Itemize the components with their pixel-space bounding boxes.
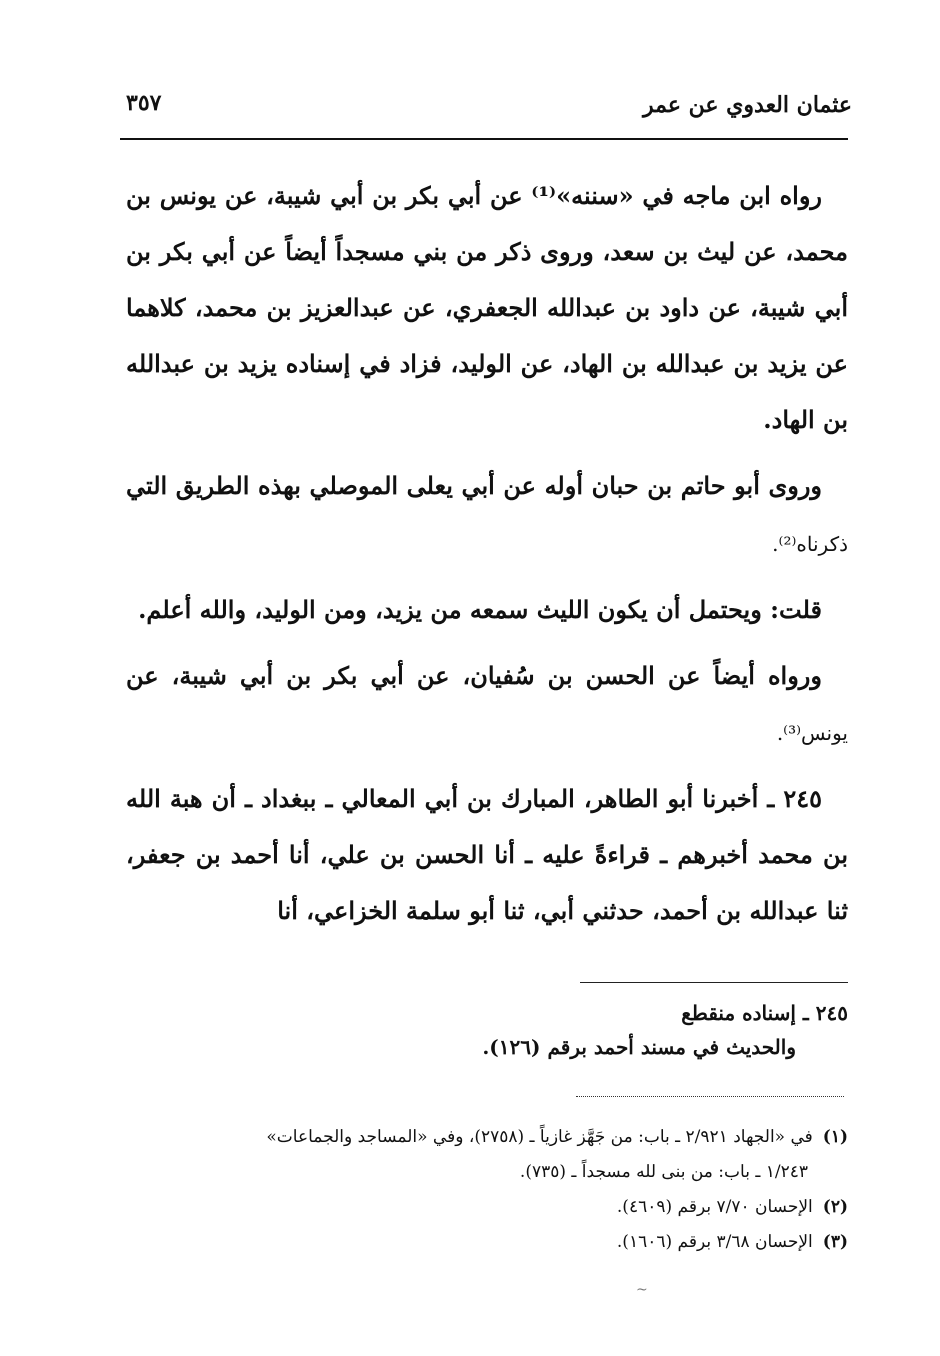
main-text	[126, 168, 848, 949]
scan-mark: ~	[636, 1282, 648, 1298]
footnote-1-text: في «الجهاد ٢/٩٢١ ـ باب: من جَهَّز غازياً ـ (٢٧٥٨)، وفي «المساجد والجماعات»	[266, 1127, 813, 1147]
footnote-3	[120, 1225, 848, 1260]
footnote-2-number: (٢)	[822, 1197, 848, 1217]
header-rule	[120, 138, 848, 140]
running-title: عثمان العدوي عن عمر	[643, 92, 852, 118]
paragraph-4	[126, 648, 848, 761]
paragraph-2-text: وروى أبو حاتم بن حبان أوله عن أبي يعلى الموصلي بهذه الطريق التي	[126, 471, 822, 500]
notes-line-1: ٢٤٥ ـ إسناده منقطع	[681, 1001, 848, 1025]
paragraph-3-text: قلت: ويحتمل أن يكون الليث سمعه من يزيد، ومن الوليد، والله أعلم.	[138, 595, 822, 624]
paragraph-2-tail: ذكرناه⁽²⁾.	[772, 532, 848, 556]
footnote-1-continuation: ١/٢٤٣ ـ باب: من بنى لله مسجداً ـ (٧٣٥).	[519, 1162, 808, 1182]
paragraph-1	[126, 168, 848, 448]
paragraph-3	[126, 582, 848, 638]
paragraph-2	[126, 458, 848, 572]
paragraph-1-text: رواه ابن ماجه في «سننه»⁽¹⁾ عن أبي بكر بن أبي شيبة، عن يونس بن محمد، عن ليث بن سعد، وروى ذكر من بني مسجداً أيضاً عن أبي بكر بن أبي شيبة، عن داود بن عبدالله الجعفري، عن عبدالعزيز بن محمد، كلاهما عن يزيد بن عبدالله بن الهاد، عن الوليد، فزاد في إسناده يزيد بن عبدالله بن الهاد.	[126, 181, 848, 434]
footnote-2-text: الإحسان ٧/٧٠ برقم (٤٦٠٩).	[616, 1197, 813, 1217]
footnote-3-text: الإحسان ٣/٦٨ برقم (١٦٠٦).	[616, 1232, 813, 1252]
footnote-3-number: (٣)	[822, 1232, 848, 1252]
paragraph-5-text: ٢٤٥ ـ أخبرنا أبو الطاهر، المبارك بن أبي المعالي ـ ببغداد ـ أن هبة الله بن محمد أخبرهم ـ قراءةً عليه ـ أنا الحسن بن علي، أنا أحمد بن جعفر، ثنا عبدالله بن أحمد، حدثني أبي، ثنا أبو سلمة الخزاعي، أنا	[126, 784, 848, 925]
footnotes-separator	[576, 1096, 844, 1097]
notes-rule	[580, 982, 848, 983]
editor-notes	[126, 996, 848, 1064]
page-number: ٣٥٧	[126, 90, 162, 116]
notes-line-2: والحديث في مسند أحمد برقم (١٢٦).	[482, 1035, 796, 1059]
paragraph-5	[126, 771, 848, 939]
footnotes	[120, 1120, 848, 1260]
footnote-1-number: (١)	[822, 1127, 848, 1147]
paragraph-4-text: ورواه أيضاً عن الحسن بن سُفيان، عن أبي بكر بن أبي شيبة، عن	[126, 661, 822, 690]
footnote-2	[120, 1190, 848, 1225]
paragraph-4-tail: يونس⁽³⁾.	[776, 721, 848, 745]
footnote-1	[120, 1120, 848, 1155]
